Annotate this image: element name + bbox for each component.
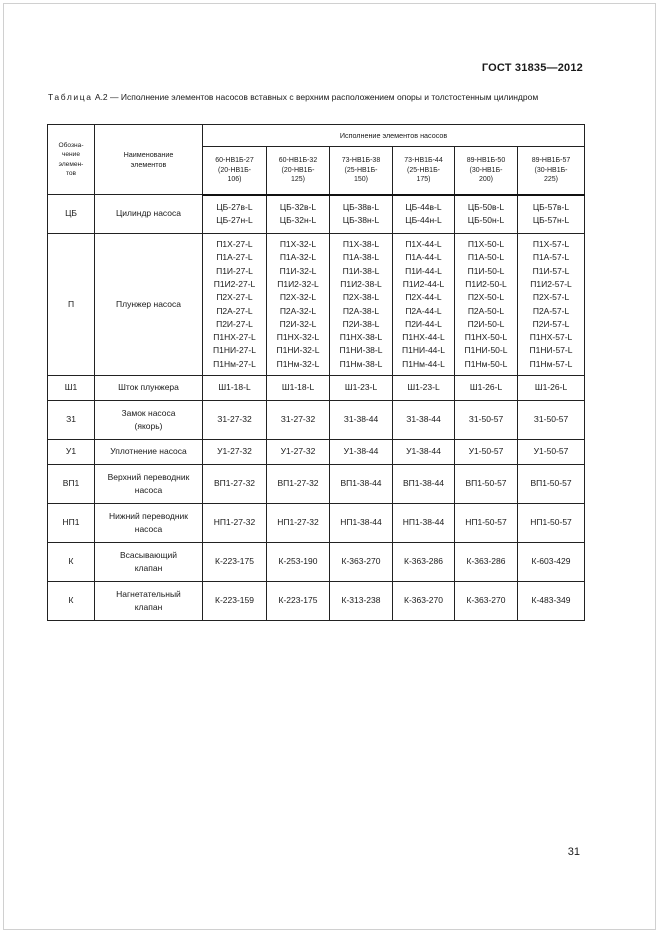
table-row xyxy=(48,582,585,621)
element-value: НП1-27-32 xyxy=(203,504,267,543)
element-value: П1Х-57-L П1А-57-L П1И-57-L П1И2-57-L П2Х-57-L П2А-57-L П2И-57-L П1НХ-57-L П1НИ-57-L П1Нм-57-L xyxy=(518,234,585,376)
element-value: П1Х-27-L П1А-27-L П1И-27-L П1И2-27-L П2Х-27-L П2А-27-L П2И-27-L П1НХ-27-L П1НИ-27-L П1Нм-27-L xyxy=(203,234,267,376)
element-name: Шток плунжера xyxy=(95,376,203,401)
document-code: ГОСТ 31835—2012 xyxy=(481,62,583,74)
element-value: З1-27-32 xyxy=(203,401,267,440)
element-value: ЦБ-38в-L ЦБ-38н-L xyxy=(330,195,393,234)
element-value: Ш1-23-L xyxy=(393,376,455,401)
element-value: У1-38-44 xyxy=(393,440,455,465)
element-value: З1-38-44 xyxy=(330,401,393,440)
element-value: ВП1-27-32 xyxy=(267,465,330,504)
element-code: У1 xyxy=(48,440,95,465)
element-value: З1-38-44 xyxy=(393,401,455,440)
element-code: П xyxy=(48,234,95,376)
table-row xyxy=(48,401,585,440)
header-variant: 89-НВ1Б-57 (30-НВ1Б- 225) xyxy=(518,147,585,195)
element-name: Цилиндр насоса xyxy=(95,195,203,234)
element-value: Ш1-18-L xyxy=(203,376,267,401)
element-value: К-483-349 xyxy=(518,582,585,621)
element-code: З1 xyxy=(48,401,95,440)
element-name: Уплотнение насоса xyxy=(95,440,203,465)
element-value: П1Х-44-L П1А-44-L П1И-44-L П1И2-44-L П2Х-44-L П2А-44-L П2И-44-L П1НХ-44-L П1НИ-44-L П1Нм-44-L xyxy=(393,234,455,376)
element-value: НП1-38-44 xyxy=(393,504,455,543)
element-value: К-363-270 xyxy=(330,543,393,582)
table-row xyxy=(48,543,585,582)
element-value: ВП1-50-57 xyxy=(455,465,518,504)
element-value: У1-50-57 xyxy=(518,440,585,465)
element-value: К-603-429 xyxy=(518,543,585,582)
table-row xyxy=(48,376,585,401)
element-code: К xyxy=(48,582,95,621)
header-variant: 60-НВ1Б-27 (20-НВ1Б- 106) xyxy=(203,147,267,195)
element-value: К-223-175 xyxy=(267,582,330,621)
element-name: Нагнетательный клапан xyxy=(95,582,203,621)
element-value: НП1-50-57 xyxy=(518,504,585,543)
header-variant: 60-НВ1Б-32 (20-НВ1Б- 125) xyxy=(267,147,330,195)
element-code: ВП1 xyxy=(48,465,95,504)
element-value: К-313-238 xyxy=(330,582,393,621)
element-value: ЦБ-44в-L ЦБ-44н-L xyxy=(393,195,455,234)
element-value: ВП1-38-44 xyxy=(393,465,455,504)
element-value: Ш1-23-L xyxy=(330,376,393,401)
element-value: У1-38-44 xyxy=(330,440,393,465)
element-value: Ш1-26-L xyxy=(518,376,585,401)
element-code: НП1 xyxy=(48,504,95,543)
element-value: НП1-27-32 xyxy=(267,504,330,543)
element-name: Верхний переводник насоса xyxy=(95,465,203,504)
element-value: К-363-286 xyxy=(393,543,455,582)
element-value: З1-50-57 xyxy=(455,401,518,440)
element-value: ЦБ-57в-L ЦБ-57н-L xyxy=(518,195,585,234)
element-value: ВП1-27-32 xyxy=(203,465,267,504)
element-value: Ш1-18-L xyxy=(267,376,330,401)
element-value: ЦБ-50в-L ЦБ-50н-L xyxy=(455,195,518,234)
element-value: П1Х-32-L П1А-32-L П1И-32-L П1И2-32-L П2Х-32-L П2А-32-L П2И-32-L П1НХ-32-L П1НИ-32-L П1Нм-32-L xyxy=(267,234,330,376)
element-value: У1-50-57 xyxy=(455,440,518,465)
table-row xyxy=(48,440,585,465)
header-variant: 73-НВ1Б-38 (25-НВ1Б- 150) xyxy=(330,147,393,195)
table-caption xyxy=(48,92,584,103)
element-value: НП1-38-44 xyxy=(330,504,393,543)
element-name: Всасывающий клапан xyxy=(95,543,203,582)
element-code: Ш1 xyxy=(48,376,95,401)
element-value: ЦБ-32в-L ЦБ-32н-L xyxy=(267,195,330,234)
element-name: Замок насоса (якорь) xyxy=(95,401,203,440)
table-row xyxy=(48,465,585,504)
element-value: У1-27-32 xyxy=(203,440,267,465)
element-value: НП1-50-57 xyxy=(455,504,518,543)
header-execution-group: Исполнение элементов насосов xyxy=(203,125,585,147)
table-row xyxy=(48,234,585,376)
caption-label: Таблица xyxy=(48,92,93,102)
element-code: ЦБ xyxy=(48,195,95,234)
element-value: У1-27-32 xyxy=(267,440,330,465)
caption-text: А.2 — Исполнение элементов насосов вставных с верхним расположением опоры и толстостенным цилиндром xyxy=(94,92,539,102)
element-value: К-363-270 xyxy=(455,582,518,621)
element-value: ВП1-38-44 xyxy=(330,465,393,504)
element-value: К-223-175 xyxy=(203,543,267,582)
element-name: Нижний переводник насоса xyxy=(95,504,203,543)
table-row xyxy=(48,195,585,234)
element-value: К-363-270 xyxy=(393,582,455,621)
element-value: К-223-159 xyxy=(203,582,267,621)
header-name: Наименование элементов xyxy=(95,125,203,195)
header-variant: 73-НВ1Б-44 (25-НВ1Б- 175) xyxy=(393,147,455,195)
element-value: З1-50-57 xyxy=(518,401,585,440)
page-number: 31 xyxy=(567,846,580,858)
element-value: П1Х-38-L П1А-38-L П1И-38-L П1И2-38-L П2Х-38-L П2А-38-L П2И-38-L П1НХ-38-L П1НИ-38-L П1Нм-38-L xyxy=(330,234,393,376)
element-code: К xyxy=(48,543,95,582)
element-value: ЦБ-27в-L ЦБ-27н-L xyxy=(203,195,267,234)
element-value: П1Х-50-L П1А-50-L П1И-50-L П1И2-50-L П2Х-50-L П2А-50-L П2И-50-L П1НХ-50-L П1НИ-50-L П1Нм-50-L xyxy=(455,234,518,376)
spec-table xyxy=(47,124,585,621)
table-row xyxy=(48,504,585,543)
element-value: К-363-286 xyxy=(455,543,518,582)
element-value: З1-27-32 xyxy=(267,401,330,440)
element-value: ВП1-50-57 xyxy=(518,465,585,504)
element-name: Плунжер насоса xyxy=(95,234,203,376)
header-designation: Обозна- чение элемен- тов xyxy=(48,125,95,195)
header-variant: 89-НВ1Б-50 (30-НВ1Б- 200) xyxy=(455,147,518,195)
element-value: Ш1-26-L xyxy=(455,376,518,401)
element-value: К-253-190 xyxy=(267,543,330,582)
